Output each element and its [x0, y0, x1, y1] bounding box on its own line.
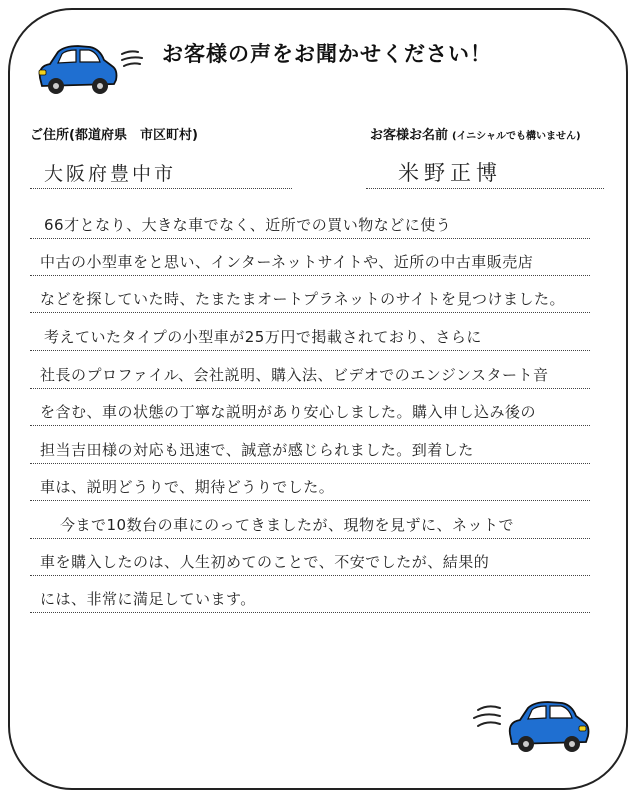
car-icon [470, 690, 600, 760]
comment-line: 車は、説明どうりで、期待どうりでした。 [40, 478, 335, 496]
comment-rule [30, 238, 590, 239]
comment-rule [30, 612, 590, 613]
comment-line: 考えていたタイプの小型車が25万円で掲載されており、さらに [44, 328, 482, 346]
comment-line: 車を購入したのは、人生初めてのことで、不安でしたが、結果的 [40, 553, 490, 571]
name-underline [366, 188, 604, 189]
address-label: ご住所(都道府県 市区町村) [30, 128, 198, 143]
name-value: 米野正博 [398, 161, 502, 185]
comment-line: を含む、車の状態の丁寧な説明があり安心しました。購入申し込み後の [40, 403, 537, 421]
comment-rule [30, 425, 590, 426]
name-label-note: (イニシャルでも構いません) [452, 131, 581, 142]
comment-line: 66才となり、大きな車でなく、近所での買い物などに使う [44, 216, 452, 234]
name-label-text: お客様お名前 [370, 128, 449, 143]
comment-rule [30, 388, 590, 389]
car-icon [34, 40, 120, 100]
comment-rule [30, 538, 590, 539]
address-value: 大阪府豊中市 [44, 163, 177, 185]
address-underline [30, 188, 292, 189]
comment-line: 担当吉田様の対応も迅速で、誠意が感じられました。到着した [40, 441, 474, 459]
comment-line: には、非常に満足しています。 [40, 590, 256, 608]
comment-line: 今まで10数台の車にのってきましたが、現物を見ずに、ネットで [60, 516, 514, 534]
comment-rule [30, 312, 590, 313]
comment-rule [30, 575, 590, 576]
comment-line: などを探していた時、たまたまオートプラネットのサイトを見つけました。 [40, 290, 566, 308]
motion-lines-icon [118, 48, 148, 72]
comment-line: 中古の小型車をと思い、インターネットサイトや、近所の中古車販売店 [40, 253, 534, 271]
comment-rule [30, 500, 590, 501]
comment-rule [30, 350, 590, 351]
form-title: お客様の声をお聞かせください！ [162, 42, 492, 66]
comment-line: 社長のプロファイル、会社説明、購入法、ビデオでのエンジンスタート音 [40, 366, 549, 384]
comment-rule [30, 275, 590, 276]
comment-rule [30, 463, 590, 464]
name-label [370, 124, 581, 143]
